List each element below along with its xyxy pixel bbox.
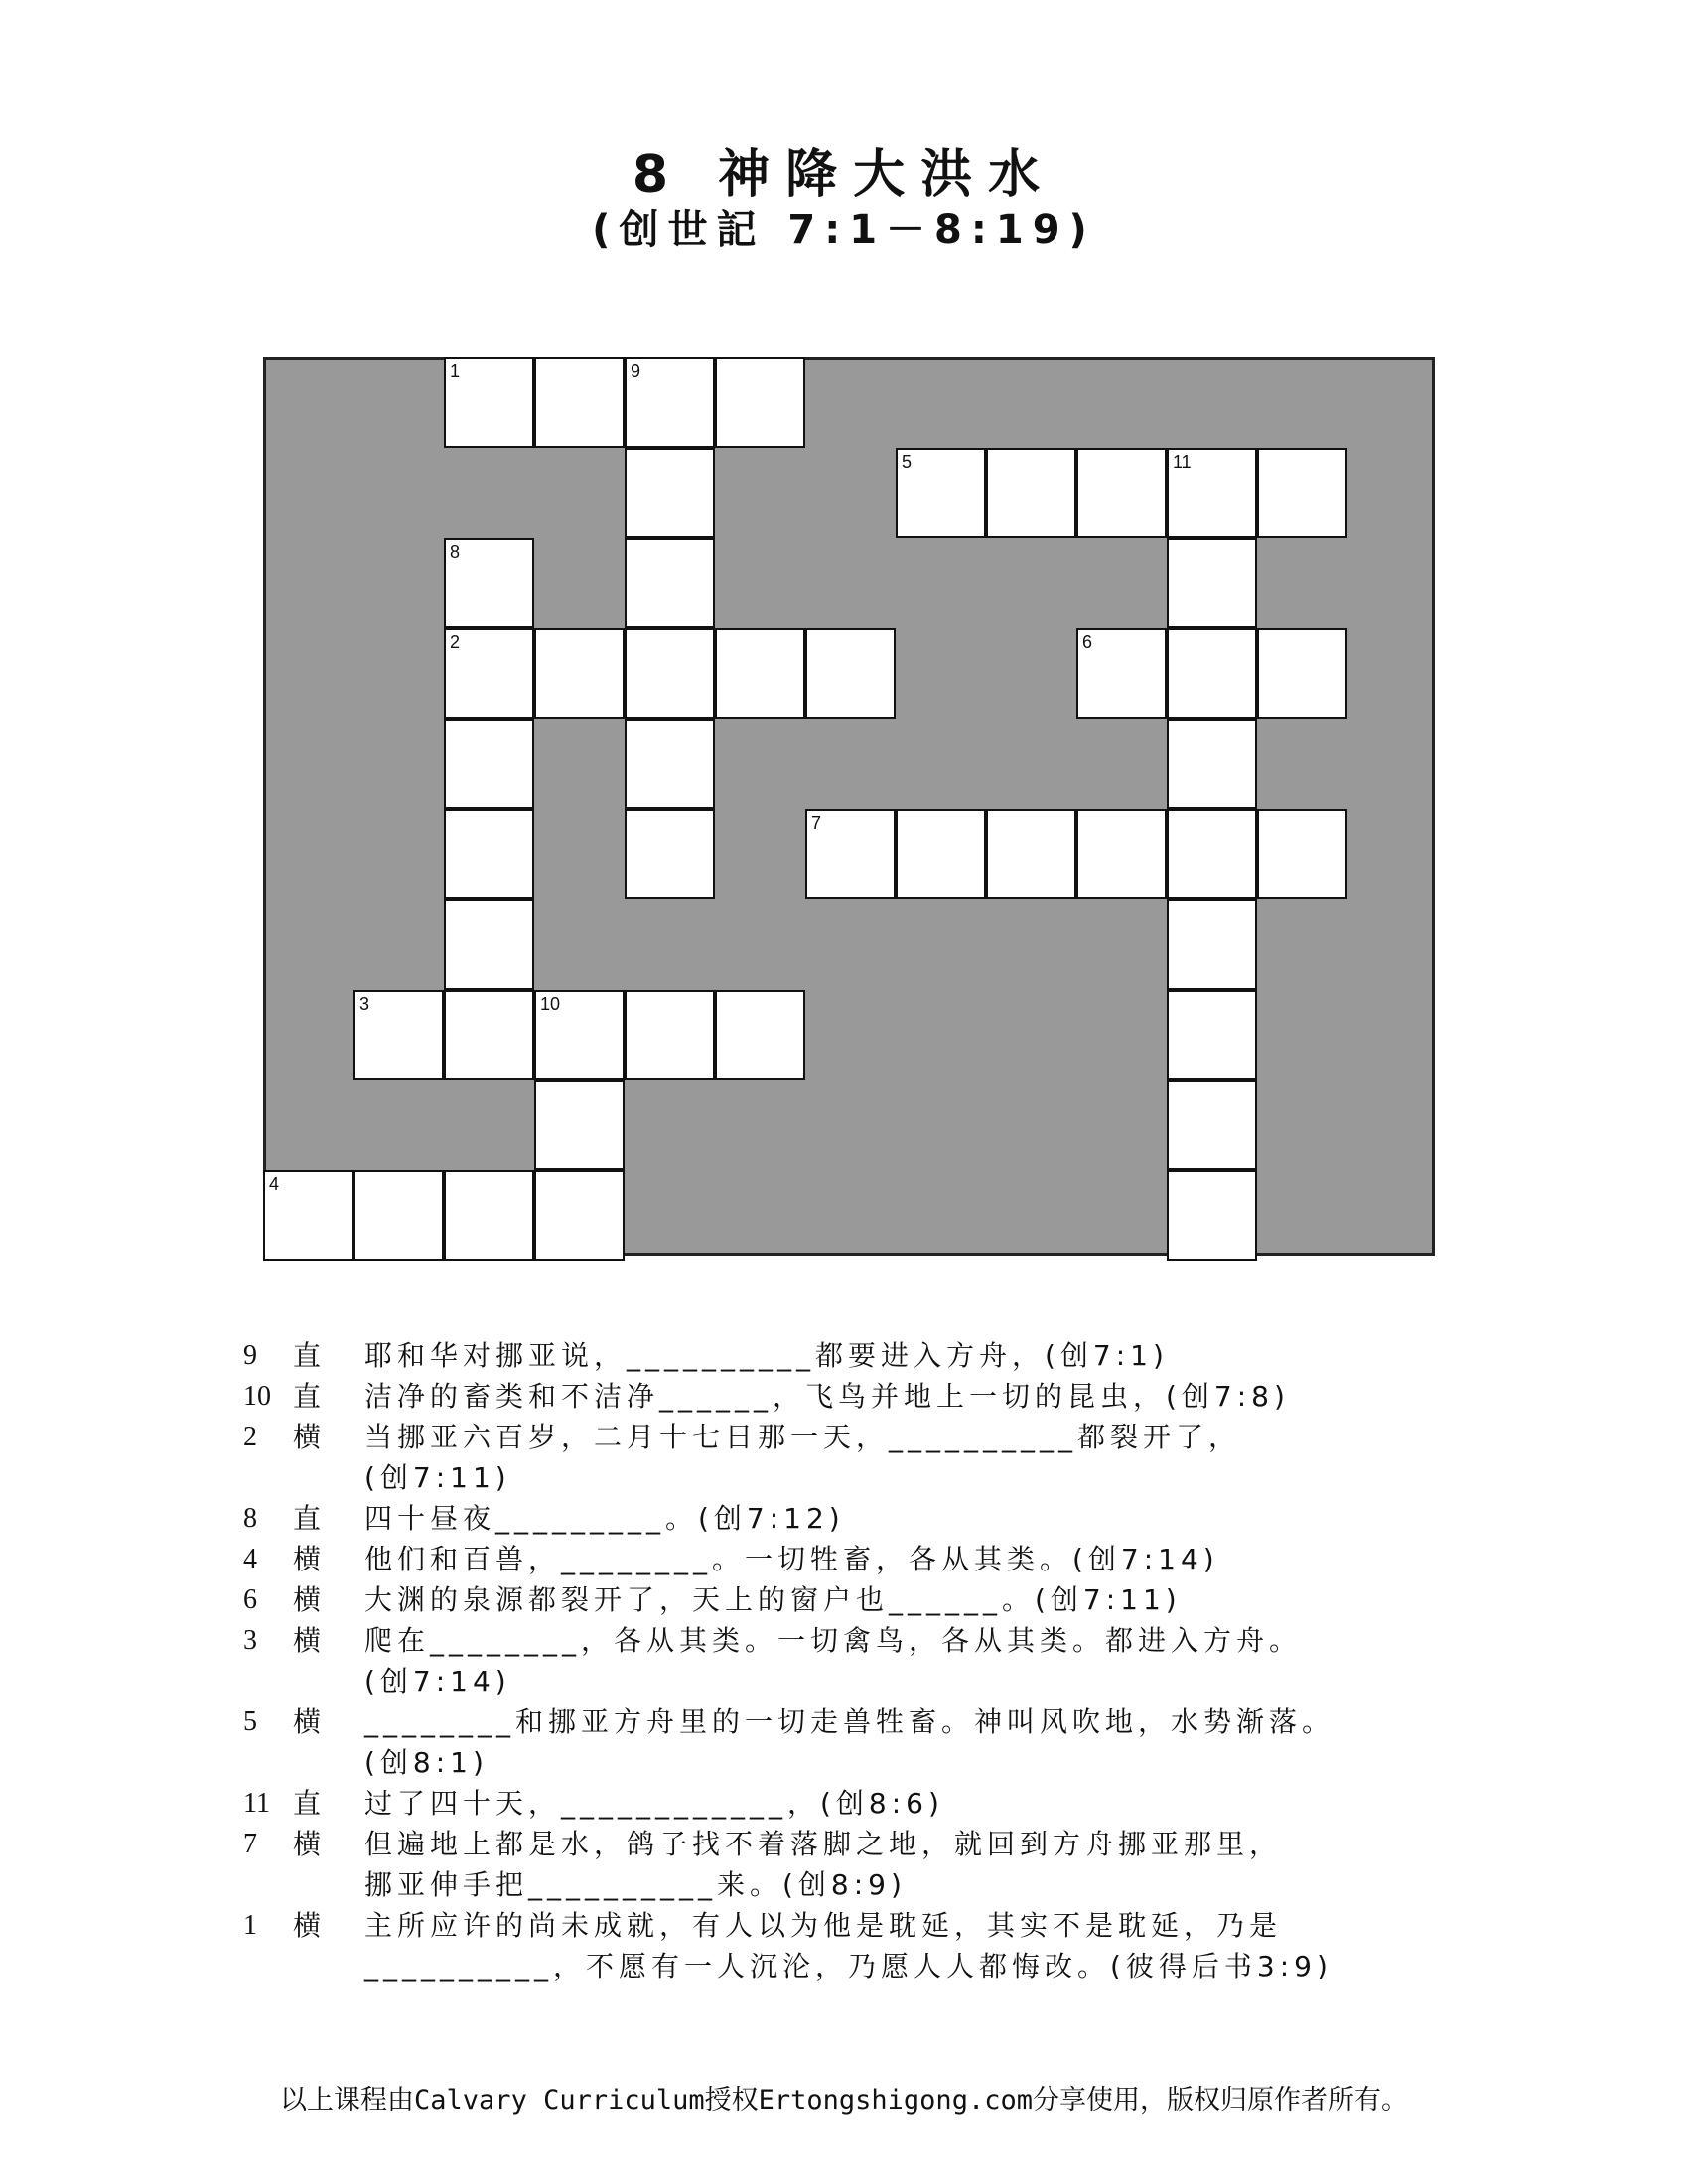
crossword-cell[interactable] (534, 357, 625, 448)
crossword-cell[interactable] (444, 990, 534, 1080)
crossword-cell[interactable] (263, 1170, 353, 1261)
clue-item (243, 1417, 1534, 1457)
crossword-cell[interactable] (625, 809, 715, 899)
clue-text: 爬在________，各从其类。一切禽鸟，各从其类。都进入方舟。 (364, 1624, 1303, 1657)
crossword-cell[interactable] (1257, 809, 1347, 899)
crossword-cell[interactable] (805, 628, 896, 719)
crossword-cell[interactable] (1167, 448, 1257, 538)
cell-number: 9 (631, 361, 641, 381)
clue-direction: 横 (293, 1543, 327, 1575)
clue-text: 过了四十天，____________，(创8:6) (364, 1787, 944, 1820)
crossword-cell[interactable] (1076, 448, 1167, 538)
clue-direction: 直 (293, 1502, 327, 1535)
crossword-cell[interactable] (534, 628, 625, 719)
clue-direction: 横 (293, 1421, 327, 1453)
clue-list (243, 1335, 1534, 1986)
clue-direction: 横 (293, 1706, 327, 1738)
clue-text: 洁净的畜类和不洁净______，飞鸟并地上一切的昆虫，(创7:8) (364, 1380, 1290, 1413)
crossword-cell[interactable] (444, 628, 534, 719)
clue-direction: 直 (293, 1787, 327, 1820)
crossword-cell[interactable] (1167, 809, 1257, 899)
clue-item (243, 1783, 1534, 1824)
clue-text: 四十昼夜_________。(创7:12) (364, 1502, 845, 1535)
crossword-cell[interactable] (625, 719, 715, 809)
crossword-cell[interactable] (1076, 628, 1167, 719)
clue-item (243, 1824, 1534, 1864)
clue-number: 11 (243, 1788, 270, 1819)
cell-number: 5 (902, 452, 913, 472)
clue-direction: 横 (293, 1828, 327, 1860)
clue-number: 8 (243, 1503, 257, 1534)
clue-item (243, 1376, 1534, 1417)
copyright-footer: 以上课程由Calvary Curriculum授权Ertongshigong.com分享使用，版权归原作者所有。 (280, 2085, 1408, 2116)
clue-number: 3 (243, 1625, 257, 1656)
clue-number: 5 (243, 1706, 257, 1737)
crossword-cell[interactable] (444, 809, 534, 899)
clue-item-continued (243, 1946, 1534, 1986)
crossword-cell[interactable] (1167, 538, 1257, 628)
clue-number: 2 (243, 1422, 257, 1452)
crossword-cell[interactable] (625, 448, 715, 538)
clue-item-continued (243, 1864, 1534, 1905)
crossword-cell[interactable] (1167, 1170, 1257, 1261)
page-subtitle: (创世記 7:1－8:19) (592, 207, 1096, 253)
cell-number: 4 (269, 1174, 280, 1194)
crossword-cell[interactable] (1076, 809, 1167, 899)
crossword-cell[interactable] (715, 357, 805, 448)
clue-item (243, 1498, 1534, 1539)
crossword-cell[interactable] (534, 1170, 625, 1261)
crossword-cell[interactable] (896, 809, 986, 899)
page-title: 8 神降大洪水 (632, 145, 1056, 205)
clue-direction: 横 (293, 1909, 327, 1942)
clue-item (243, 1905, 1534, 1946)
cell-number: 2 (450, 632, 461, 652)
clue-item-continued (243, 1742, 1534, 1783)
clue-direction: 直 (293, 1380, 327, 1413)
crossword-grid (263, 357, 1435, 1256)
crossword-cell[interactable] (353, 990, 444, 1080)
clue-number: 10 (243, 1381, 271, 1412)
clue-item-continued (243, 1457, 1534, 1498)
clue-number: 7 (243, 1829, 257, 1859)
crossword-cell[interactable] (1167, 990, 1257, 1080)
crossword-cell[interactable] (625, 357, 715, 448)
crossword-cell[interactable] (1257, 448, 1347, 538)
clue-number: 9 (243, 1340, 257, 1371)
crossword-cell[interactable] (805, 809, 896, 899)
crossword-cell[interactable] (444, 719, 534, 809)
clue-direction: 横 (293, 1624, 327, 1657)
clue-text: 耶和华对挪亚说，__________都要进入方舟，(创7:1) (364, 1339, 1169, 1372)
clue-text-continued: __________，不愿有一人沉沦，乃愿人人都悔改。(彼得后书3:9) (364, 1950, 1333, 1982)
clue-text-continued: (创8:1) (364, 1746, 489, 1779)
clue-number: 4 (243, 1544, 257, 1574)
crossword-cell[interactable] (444, 1170, 534, 1261)
cell-number: 3 (359, 994, 370, 1014)
cell-number: 8 (450, 542, 461, 562)
crossword-cell[interactable] (1167, 899, 1257, 990)
clue-text: ________和挪亚方舟里的一切走兽牲畜。神叫风吹地，水势渐落。 (364, 1706, 1336, 1738)
clue-item (243, 1620, 1534, 1661)
clue-text: 他们和百兽，________。一切牲畜，各从其类。(创7:14) (364, 1543, 1219, 1575)
clue-direction: 直 (293, 1339, 327, 1372)
clue-item-continued (243, 1661, 1534, 1702)
crossword-cell[interactable] (1167, 628, 1257, 719)
cell-number: 6 (1082, 632, 1093, 652)
clue-number: 6 (243, 1584, 257, 1615)
crossword-cell[interactable] (444, 899, 534, 990)
cell-number: 11 (1173, 452, 1192, 472)
crossword-cell[interactable] (1167, 1080, 1257, 1170)
cell-number: 10 (540, 994, 561, 1014)
cell-number: 7 (811, 813, 822, 833)
clue-text-continued: (创7:14) (364, 1665, 511, 1698)
crossword-cell[interactable] (353, 1170, 444, 1261)
clue-number: 1 (243, 1910, 257, 1941)
clue-text: 当挪亚六百岁，二月十七日那一天，__________都裂开了， (364, 1421, 1242, 1453)
crossword-cell[interactable] (986, 809, 1076, 899)
crossword-cell[interactable] (625, 628, 715, 719)
crossword-cell[interactable] (534, 1080, 625, 1170)
clue-text: 大渊的泉源都裂开了，天上的窗户也______。(创7:11) (364, 1583, 1182, 1616)
clue-item (243, 1579, 1534, 1620)
crossword-cell[interactable] (625, 990, 715, 1080)
clue-item (243, 1539, 1534, 1579)
crossword-cell[interactable] (444, 357, 534, 448)
crossword-cell[interactable] (896, 448, 986, 538)
crossword-cell[interactable] (1167, 719, 1257, 809)
clue-item (243, 1335, 1534, 1376)
clue-item (243, 1702, 1534, 1742)
clue-text-continued: 挪亚伸手把__________来。(创8:9) (364, 1868, 907, 1901)
crossword-cell[interactable] (625, 538, 715, 628)
crossword-cell[interactable] (715, 990, 805, 1080)
cell-number: 1 (450, 361, 461, 381)
clue-text-continued: (创7:11) (364, 1461, 511, 1494)
crossword-cell[interactable] (715, 628, 805, 719)
clue-text: 主所应许的尚未成就，有人以为他是耽延，其实不是耽延，乃是 (364, 1909, 1283, 1942)
crossword-cell[interactable] (534, 990, 625, 1080)
clue-direction: 横 (293, 1583, 327, 1616)
crossword-cell[interactable] (444, 538, 534, 628)
clue-text: 但遍地上都是水，鸽子找不着落脚之地，就回到方舟挪亚那里， (364, 1828, 1283, 1860)
crossword-cell[interactable] (986, 448, 1076, 538)
crossword-cell[interactable] (1257, 628, 1347, 719)
